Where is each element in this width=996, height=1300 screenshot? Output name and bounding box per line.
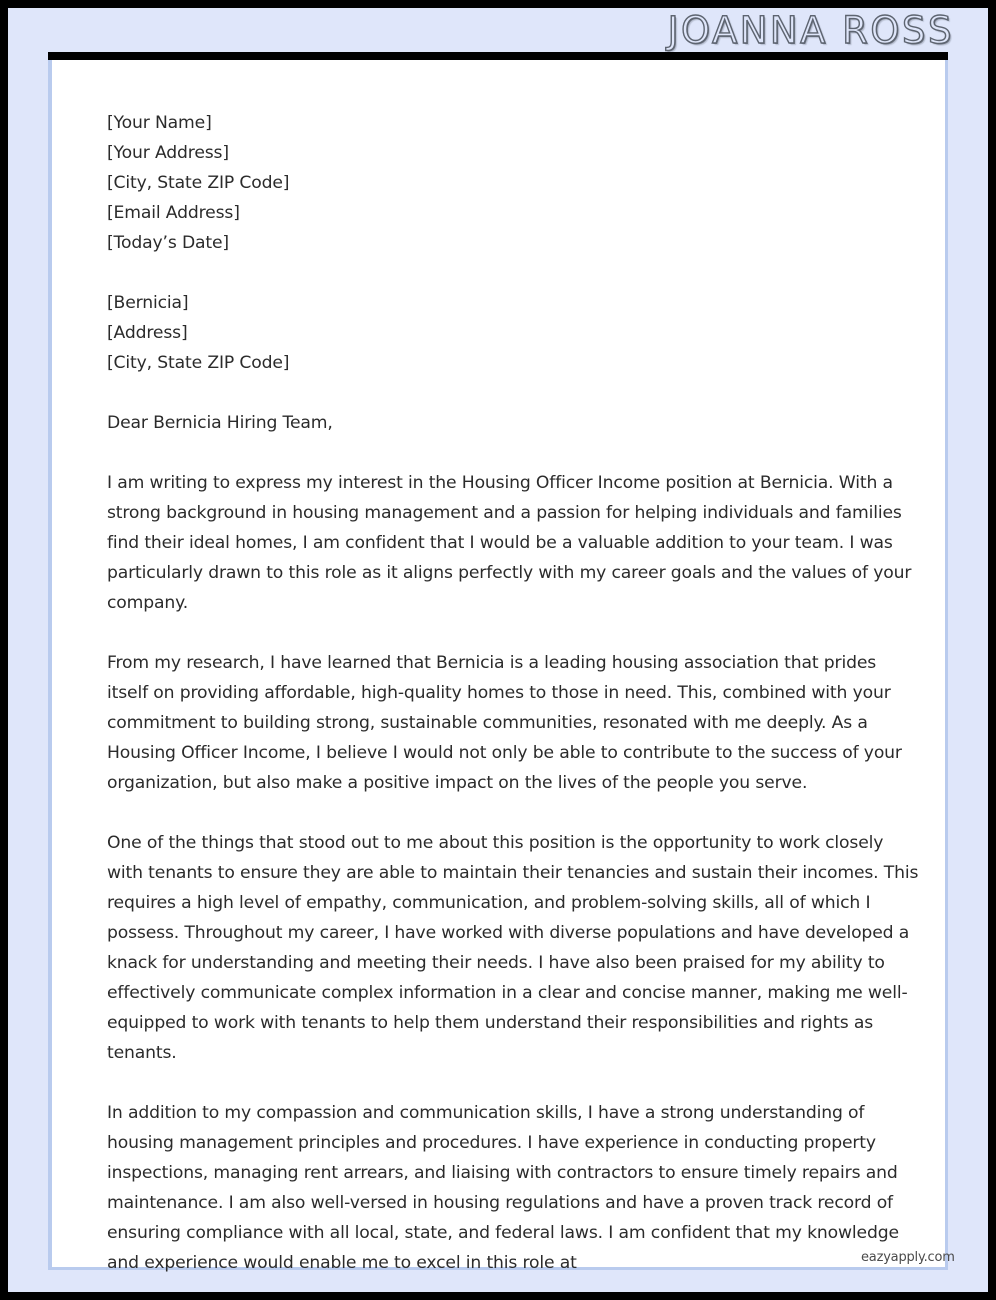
salutation-block [107,408,919,438]
letter-paragraph: From my research, I have learned that Bernicia is a leading housing association that prides itself on providing affordable, high-quality homes to those in need. This, combined with your commitment to building strong, sustainable communities, resonated with me deeply. As a Housing Officer Income, I believe I would not only be able to contribute to the success of your organization, but also make a positive impact on the lives of the people you serve. [107,653,902,793]
recipient-address-line: [Address] [107,323,188,343]
recipient-address-line: [Bernicia] [107,293,189,313]
letter-paragraph-block [107,648,919,798]
sender-address-block [107,108,919,258]
letter-paragraph: In addition to my compassion and communication skills, I have a strong understanding of housing management principles and procedures. I have experience in conducting property inspections, managing rent arrears, and liaising with contractors to ensure timely repairs and maintenance. I am also well-versed in housing regulations and have a proven track record of ensuring compliance with all local, state, and federal laws. I am confident that my knowledge and experience would enable me to excel in this role at [107,1103,899,1273]
letter-paragraph-block [107,468,919,618]
letter-paragraph: One of the things that stood out to me about this position is the opportunity to work closely with tenants to ensure they are able to maintain their tenancies and sustain their incomes. This requires a high level of empathy, communication, and problem-solving skills, all of which I possess. Throughout my career, I have worked with diverse populations and have developed a knack for understanding and meeting their needs. I have also been praised for my ability to effectively communicate complex information in a clear and concise manner, making me well-equipped to work with tenants to help them understand their responsibilities and rights as tenants. [107,833,919,1063]
header-divider-rule [48,52,948,60]
recipient-address-line: [City, State ZIP Code] [107,353,290,373]
letter-paragraph-block [107,1098,919,1278]
salutation: Dear Bernicia Hiring Team, [107,413,333,433]
sender-address-line: [Your Address] [107,143,229,163]
letterhead-header [8,8,988,52]
watermark: eazyapply.com [861,1250,955,1265]
sender-address-line: [City, State ZIP Code] [107,173,290,193]
sender-address-line: [Email Address] [107,203,240,223]
sender-address-line: [Your Name] [107,113,212,133]
sender-address-line: [Today’s Date] [107,233,229,253]
document-sheet [8,8,988,1292]
recipient-address-block [107,288,919,378]
letter-body [107,108,919,1278]
page-title: JOANNA ROSS [667,8,954,52]
letter-paragraph-block [107,828,919,1068]
letter-paragraph: I am writing to express my interest in the Housing Officer Income position at Bernicia. With a strong background in housing management and a passion for helping individuals and families find their ideal homes, I am confident that I would be a valuable addition to your team. I was particularly drawn to this role as it aligns perfectly with my career goals and the values of your company. [107,473,912,613]
